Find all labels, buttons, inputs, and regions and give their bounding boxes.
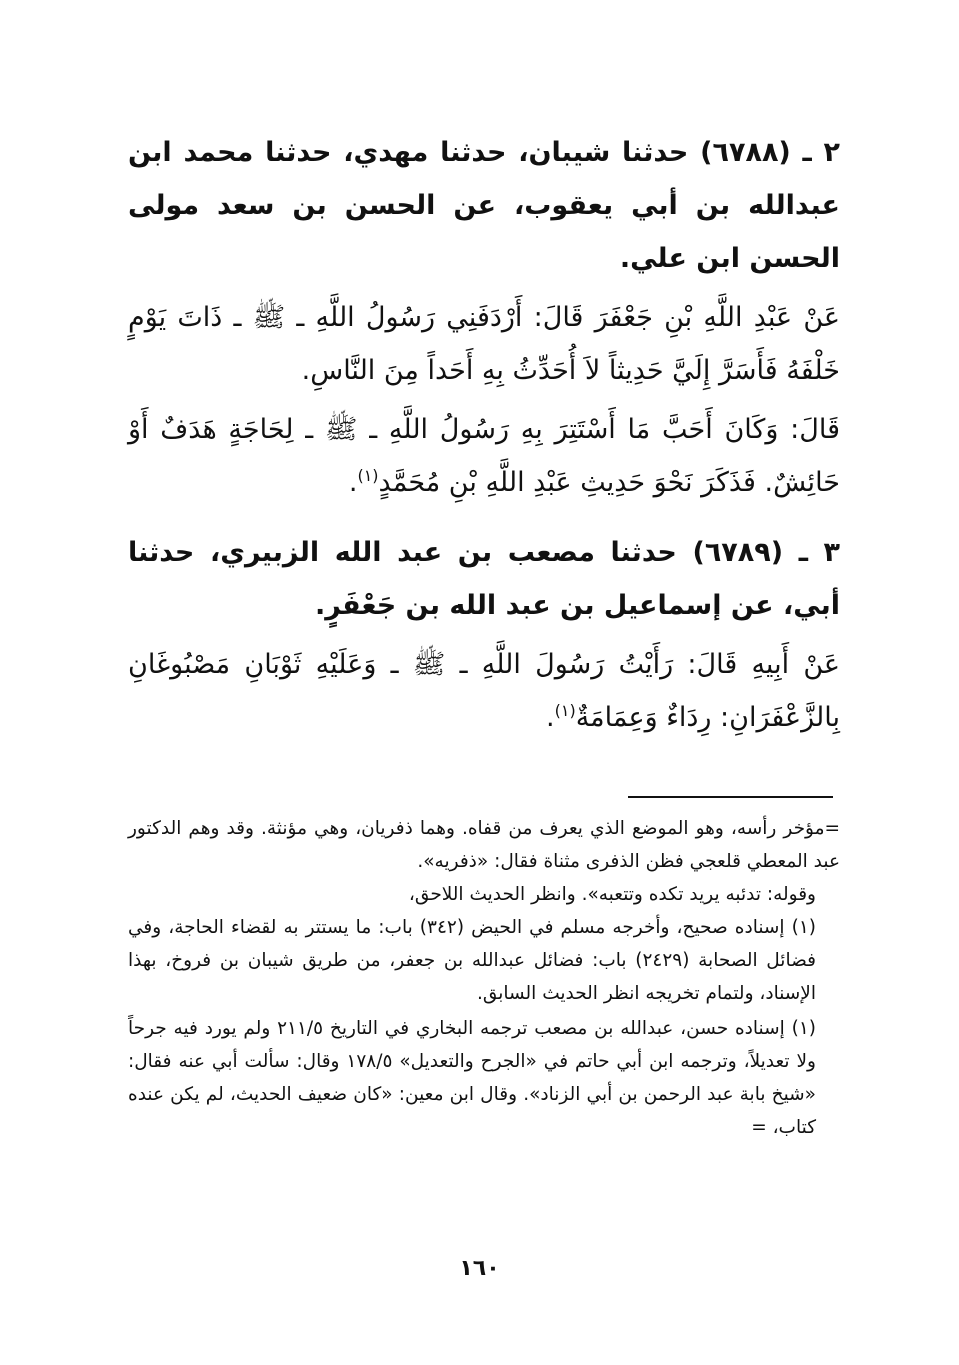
hadith-3-matn-end: . [546, 702, 555, 733]
footnote-ref: (١) [357, 466, 379, 485]
footnote-separator [628, 796, 833, 798]
hadith-2-chain: ٢ ـ (٦٧٨٨) حدثنا شيبان، حدثنا مهدي، حدثنا محمد ابن عبدالله بن أبي يعقوب، عن الحسن بن سعد مولى الحسن ابن علي. [128, 137, 841, 274]
hadith-2-matn-1: عَنْ عَبْدِ اللَّهِ بْنِ جَعْفَرَ قَالَ: أَرْدَفَنِي رَسُولُ اللَّهِ ـ ﷺ ـ ذَاتَ يَوْمٍ خَلْفَهُ فَأَسَرَّ إِلَيَّ حَدِيثاً لاَ أُحَدِّثُ بِهِ أَحَداً مِنَ النَّاسِ. [128, 302, 840, 386]
page-number: ١٦٠ [459, 1256, 500, 1281]
hadith-2-matn-2-text: قَالَ: وَكَانَ أَحَبَّ مَا أَسْتَتِرَ بِهِ رَسُولُ اللَّهِ ـ ﷺ ـ لِحَاجَةٍ هَدَفٌ أَوْ حَائِشٌ. فَذَكَرَ نَحْوَ حَدِيثِ عَبْدِ اللَّهِ بْنِ مُحَمَّدٍ [128, 414, 840, 498]
hadith-3-matn [128, 638, 840, 744]
hadith-3-matn-text: عَنْ أَبِيهِ قَالَ: رَأَيْتُ رَسُولَ اللَّهِ ـ ﷺ ـ وَعَلَيْهِ ثَوْبَانِ مَصْبُوغَانِ بِالزَّعْفَرَانِ: رِدَاءٌ وَعِمَامَةٌ [128, 649, 840, 733]
hadith-2-matn-2-end: . [348, 467, 358, 498]
footnote-continued-1: =مؤخر رأسه، وهو الموضع الذي يعرف من قفاه. وهما ذفريان، وهي مؤنثة. وقد وهم الدكتور عبد المعطي قلعجي فظن الذفرى مثناة فقال: «ذفريه». [128, 818, 840, 872]
hadith-2 [128, 126, 840, 509]
hadith-3 [128, 526, 840, 744]
footnotes [128, 812, 840, 1144]
hadith-2-matn-2 [128, 403, 840, 509]
hadith-3-chain: ٣ ـ (٦٧٨٩) حدثنا مصعب بن عبد الله الزبيري، حدثنا أبي، عن إسماعيل بن عبد الله بن جَعْفَرٍ. [128, 537, 841, 621]
footnote-a: (١) إسناده صحيح، وأخرجه مسلم في الحيض (٣٤٢) باب: ما يستتر به لقضاء الحاجة، وفي فضائل الصحابة (٢٤٢٩) باب: فضائل عبدالله بن جعفر، من طريق شيبان بن فروخ، بهذا الإسناد، ولتمام تخريجه انظر الحديث السابق. [128, 917, 816, 1004]
footnote-continued-2: وقوله: تدئبه يريد تكده وتتعبه». وانظر الحديث اللاحق، [408, 884, 816, 905]
footnote-b: (١) إسناده حسن، عبدالله بن مصعب ترجمه البخاري في التاريخ ٢١١/٥ ولم يورد فيه جرحاً ولا تعديلاً، وترجمه ابن أبي حاتم في «الجرح والتعديل» ١٧٨/٥ وقال: سألت أبي عنه فقال: «شيخ بابة عبد الرحمن بن أبي الزناد». وقال ابن معين: «كان ضعيف الحديث، لم يكن عنده كتاب، = [128, 1018, 816, 1138]
footnote-ref: (١) [554, 701, 576, 720]
